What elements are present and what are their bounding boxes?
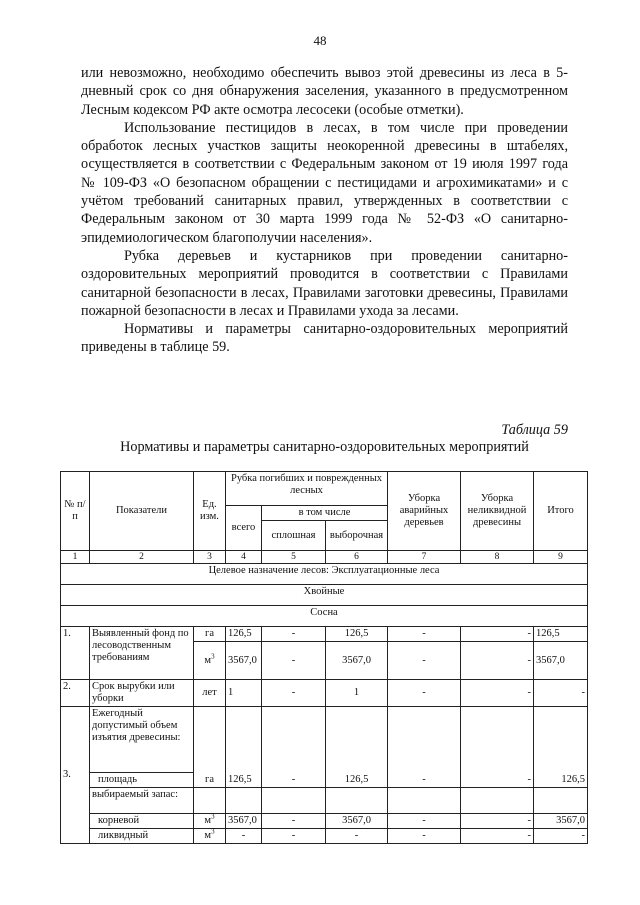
col-number: 5	[262, 551, 326, 564]
col-header-selective: выборочная	[326, 521, 388, 551]
value-cell: -	[262, 773, 326, 788]
col-number: 1	[61, 551, 90, 564]
value-cell: 3567,0	[226, 642, 262, 680]
value-cell: -	[461, 642, 534, 680]
value-cell: -	[262, 642, 326, 680]
row-sublabel: ликвидный	[90, 829, 194, 844]
section-species: Сосна	[61, 606, 588, 627]
value-cell: 126,5	[326, 773, 388, 788]
value-cell: -	[326, 829, 388, 844]
value-cell: -	[226, 829, 262, 844]
paragraph: или невозможно, необходимо обеспечить вывоз этой древесины из леса в 5-дневный срок со дня обнаружения заселения, указанного в предусмотренном Лесным кодексом РФ акте осмотра лесосеки (особые отметки).	[81, 65, 568, 118]
value-cell: -	[262, 680, 326, 707]
unit-superscript: 3	[211, 827, 215, 836]
unit-cell	[194, 814, 226, 829]
unit-cell: га	[194, 627, 226, 642]
value-cell: -	[262, 627, 326, 642]
unit-cell	[194, 829, 226, 844]
unit-text: м	[204, 830, 212, 841]
value-cell: -	[534, 829, 588, 844]
unit-text: м	[204, 654, 212, 666]
row-label: Выявленный фонд по лесоводственным требованиям	[90, 627, 194, 680]
value-cell: -	[388, 642, 461, 680]
data-table	[60, 471, 588, 844]
unit-cell: лет	[194, 680, 226, 707]
value-cell: -	[461, 773, 534, 788]
value-cell: -	[388, 680, 461, 707]
unit-superscript: 3	[211, 652, 215, 660]
value-cell: 1	[326, 680, 388, 707]
col-number: 3	[194, 551, 226, 564]
value-cell: 126,5	[326, 627, 388, 642]
row-sublabel: площадь	[90, 773, 194, 788]
col-header-felling: Рубка погибших и поврежденных лесных	[226, 472, 388, 506]
body-text	[81, 64, 568, 357]
col-header-illiquid: Уборка неликвидной древесины	[461, 472, 534, 551]
value-cell: 126,5	[226, 773, 262, 788]
col-header-all: всего	[226, 506, 262, 551]
value-cell: 126,5	[534, 627, 588, 642]
row-sublabel: корневой	[90, 814, 194, 829]
col-number: 7	[388, 551, 461, 564]
value-cell: -	[461, 814, 534, 829]
col-number: 4	[226, 551, 262, 564]
row-label: Срок вырубки или уборки	[90, 680, 194, 707]
value-cell: 3567,0	[534, 642, 588, 680]
unit-text: м	[204, 815, 212, 826]
col-header-indicators: Показатели	[90, 472, 194, 551]
page-number: 48	[313, 33, 327, 48]
col-header-unit: Ед. изм.	[194, 472, 226, 551]
value-cell: -	[461, 829, 534, 844]
value-cell: -	[534, 680, 588, 707]
section-purpose: Целевое назначение лесов: Эксплуатационные леса	[61, 564, 588, 585]
unit-superscript: 3	[211, 812, 215, 821]
col-header-emergency: Уборка аварийных деревьев	[388, 472, 461, 551]
value-cell: -	[262, 829, 326, 844]
paragraph: Рубка деревьев и кустарников при проведении санитарно-оздоровительных мероприятий проводится в соответствии с Правилами санитарной безопасности в лесах, Правилами заготовки древесины, Правилами пожарной безопасности в лесах и Правилами ухода за лесами.	[81, 247, 568, 319]
value-cell: -	[461, 680, 534, 707]
col-number: 2	[90, 551, 194, 564]
value-cell: -	[388, 627, 461, 642]
value-cell: 3567,0	[326, 642, 388, 680]
table-caption: Таблица 59	[501, 422, 568, 438]
value-cell: 126,5	[534, 773, 588, 788]
col-header-including: в том числе	[262, 506, 388, 521]
row-number: 3.	[61, 707, 90, 844]
paragraph: Нормативы и параметры санитарно-оздоровительных мероприятий приведены в таблице 59.	[81, 321, 568, 356]
col-header-total: Итого	[534, 472, 588, 551]
value-cell: -	[388, 814, 461, 829]
row-sublabel: выбираемый запас:	[90, 788, 194, 814]
table-title: Нормативы и параметры санитарно-оздоровительных мероприятий	[120, 439, 529, 455]
col-header-num: № п/п	[61, 472, 90, 551]
value-cell: 1	[226, 680, 262, 707]
unit-cell	[194, 642, 226, 680]
value-cell: 3567,0	[226, 814, 262, 829]
value-cell: -	[461, 627, 534, 642]
value-cell: -	[388, 829, 461, 844]
value-cell: 3567,0	[326, 814, 388, 829]
col-number: 8	[461, 551, 534, 564]
unit-cell: га	[194, 773, 226, 788]
value-cell: 3567,0	[534, 814, 588, 829]
section-group: Хвойные	[61, 585, 588, 606]
value-cell: -	[262, 814, 326, 829]
col-number: 9	[534, 551, 588, 564]
row-label: Ежегодный допустимый объем изъятия древесины:	[90, 707, 194, 773]
paragraph: Использование пестицидов в лесах, в том числе при проведении обработок лесных участков защиты неокоренной древесины в штабелях, осуществляется в соответствии с Федеральным законом от 19 июля 1997 года № 109-ФЗ «О безопасном обращении с пестицидами и агрохимикатами» и с учётом требований санитарных правил, утвержденных в соответствии с Федеральным законом от 30 марта 1999 года № 52-ФЗ «О санитарно-эпидемиологическом благополучии населения».	[81, 119, 568, 246]
row-number: 2.	[61, 680, 90, 707]
value-cell: 126,5	[226, 627, 262, 642]
col-number: 6	[326, 551, 388, 564]
value-cell: -	[388, 773, 461, 788]
col-header-clear: сплошная	[262, 521, 326, 551]
row-number: 1.	[61, 627, 90, 680]
